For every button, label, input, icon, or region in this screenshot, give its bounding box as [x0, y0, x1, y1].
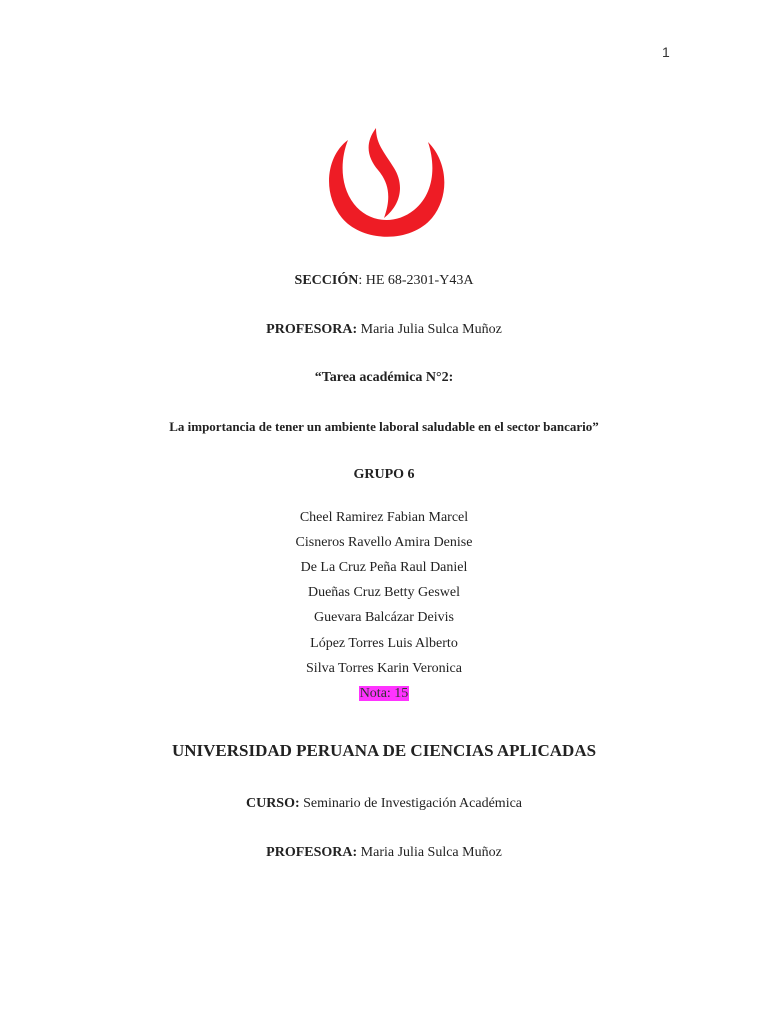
- tarea-title: “Tarea académica N°2:: [314, 370, 454, 385]
- seccion-label: SECCIÓN: [294, 273, 359, 288]
- profesora-line: [0, 321, 768, 339]
- seccion-line: [0, 272, 768, 290]
- page-number: 1: [662, 44, 670, 60]
- curso-line: [0, 795, 768, 813]
- member-name: De La Cruz Peña Raul Daniel: [300, 560, 468, 575]
- curso-value: Seminario de Investigación Académica: [299, 796, 523, 811]
- university-name: UNIVERSIDAD PERUANA DE CIENCIAS APLICADAS: [171, 741, 597, 760]
- member-name: Guevara Balcázar Deivis: [314, 610, 454, 625]
- upc-flame-logo-icon: [318, 122, 452, 242]
- footer-profesora-label: PROFESORA:: [266, 845, 358, 860]
- member-name: Cisneros Ravello Amira Denise: [295, 535, 473, 550]
- logo-crescent: [329, 140, 444, 237]
- document-title: La importancia de tener un ambiente laboral saludable en el sector bancario”: [169, 419, 599, 434]
- member-name: Cheel Ramirez Fabian Marcel: [299, 510, 469, 525]
- profesora-label: PROFESORA:: [266, 322, 358, 337]
- profesora-value: Maria Julia Sulca Muñoz: [357, 322, 502, 337]
- seccion-value: : HE 68-2301-Y43A: [358, 273, 474, 288]
- logo-flame: [369, 128, 400, 218]
- footer-profesora-line: [0, 844, 768, 862]
- nota-line: [0, 685, 768, 703]
- member-name: Dueñas Cruz Betty Geswel: [307, 585, 461, 600]
- footer-profesora-value: Maria Julia Sulca Muñoz: [357, 845, 502, 860]
- member-name: López Torres Luis Alberto: [310, 636, 458, 651]
- curso-label: CURSO:: [245, 796, 300, 811]
- grupo-label: GRUPO 6: [353, 467, 415, 482]
- member-name: Silva Torres Karin Veronica: [306, 661, 462, 676]
- nota-highlight: Nota: 15: [359, 686, 409, 701]
